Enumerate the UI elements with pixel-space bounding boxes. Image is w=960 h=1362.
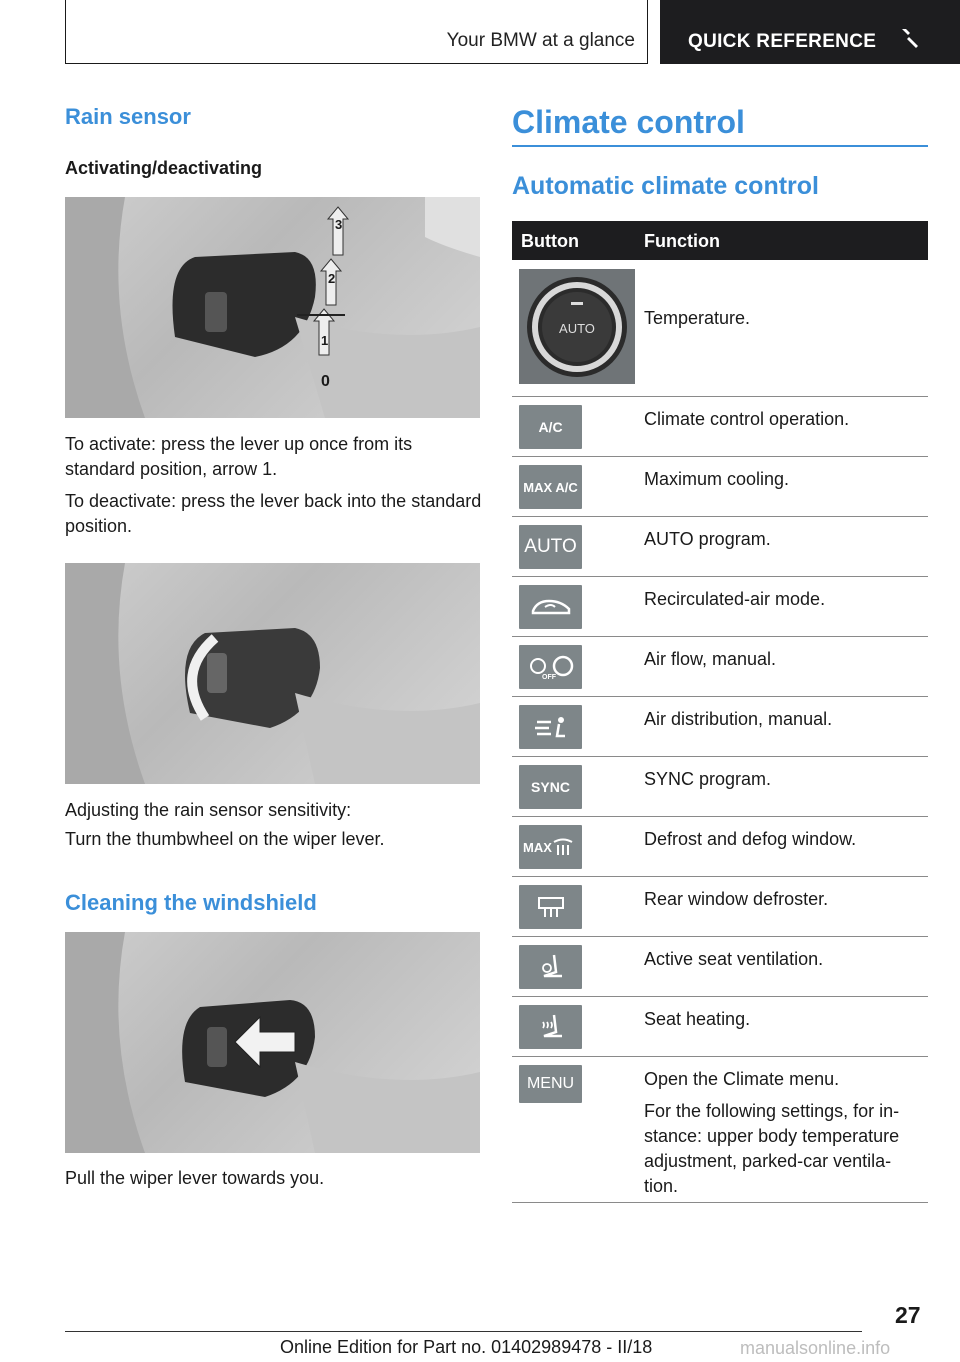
- function-text: Open the Climate menu.: [644, 1069, 840, 1089]
- table-row: [512, 260, 928, 397]
- header-chapter-tab: [660, 0, 960, 64]
- cleaning-heading: Cleaning the windshield: [65, 890, 317, 915]
- sync-button: SYNC: [519, 765, 582, 809]
- climate-control-title: Climate control: [512, 104, 745, 140]
- rear-window-defrost-icon: [536, 895, 566, 919]
- function-text: Defrost and defog window.: [644, 829, 857, 849]
- svg-text:OFF: OFF: [541, 674, 556, 680]
- climate-buttons-table: [512, 221, 928, 1203]
- thumbwheel-paragraph: Turn the thumbwheel on the wiper lever.: [65, 829, 385, 849]
- table-header: [512, 221, 928, 260]
- function-text: AUTO program.: [644, 529, 771, 549]
- arrow-label-3: 3: [335, 217, 343, 232]
- column-header-button: Button: [521, 231, 579, 251]
- wiper-lever-figure-3: [65, 932, 480, 1153]
- table-row: [512, 817, 928, 877]
- wiper-lever-figure-1: [65, 197, 480, 418]
- auto-button: AUTO: [519, 525, 582, 569]
- function-text: Air flow, manual.: [644, 649, 777, 669]
- table-row: [512, 997, 928, 1057]
- title-divider: [512, 145, 928, 147]
- max-ac-button: MAX A/C: [519, 465, 582, 509]
- table-row: [512, 517, 928, 577]
- windshield-defrost-icon: [552, 836, 574, 858]
- defrost-button: [519, 825, 582, 869]
- pull-lever-paragraph: Pull the wiper lever towards you.: [65, 1168, 325, 1188]
- wiper-lever-figure-2: [65, 563, 480, 784]
- temperature-knob-icon: [519, 269, 635, 384]
- air-distribution-button: [519, 705, 582, 749]
- rear-defrost-button: [519, 885, 582, 929]
- function-text: Active seat ventilation.: [644, 949, 824, 969]
- activating-subheading: Activating/deactivating: [65, 158, 263, 178]
- seat-heating-icon: [536, 1012, 566, 1042]
- function-text: Rear window defroster.: [644, 889, 829, 909]
- table-row: [512, 637, 928, 697]
- column-header-function: Function: [644, 231, 720, 251]
- wrench-icon: [898, 26, 922, 50]
- table-row: [512, 697, 928, 757]
- function-extra-text: For the following settings, for in-stance: upper body temperature adjustment, parked-car ventila-tion.: [644, 1101, 900, 1196]
- function-text: Maximum cooling.: [644, 469, 790, 489]
- table-row: [512, 457, 928, 517]
- watermark: manualsonline.info: [740, 1338, 891, 1358]
- function-text: Temperature.: [644, 308, 751, 328]
- header-section-box: [65, 0, 648, 64]
- table-row: [512, 397, 928, 457]
- arrow-label-0: 0: [321, 373, 330, 390]
- table-row: [512, 757, 928, 817]
- page-number: 27: [895, 1302, 921, 1328]
- recirculated-air-icon: [529, 595, 573, 619]
- rain-sensor-heading: Rain sensor: [65, 104, 191, 129]
- function-text: Air distribution, manual.: [644, 709, 833, 729]
- seat-ventilation-icon: [536, 952, 566, 982]
- footer-divider: [65, 1331, 862, 1332]
- deactivate-paragraph: To deactivate: press the lever back into the standard position.: [65, 491, 482, 536]
- air-flow-button: [519, 645, 582, 689]
- table-row: [512, 577, 928, 637]
- arrow-label-1: 1: [321, 333, 329, 348]
- seat-ventilation-button: [519, 945, 582, 989]
- function-text: Climate control operation.: [644, 409, 850, 429]
- header-section-title: Your BMW at a glance: [446, 30, 635, 51]
- activate-paragraph: To activate: press the lever up once from its standard position, arrow 1.: [65, 434, 413, 479]
- table-row: [512, 1057, 928, 1203]
- fan-icon: [526, 654, 576, 680]
- arrow-label-2: 2: [328, 271, 336, 286]
- defrost-max-label: MAX: [523, 839, 552, 855]
- menu-button: MENU: [519, 1065, 582, 1103]
- table-row: [512, 877, 928, 937]
- automatic-climate-subtitle: Automatic climate control: [512, 172, 819, 200]
- temperature-knob-image: [519, 269, 635, 384]
- air-distribution-icon: [531, 714, 571, 740]
- edition-note: Online Edition for Part no. 01402989478 - II/18: [280, 1337, 653, 1357]
- table-row: [512, 937, 928, 997]
- function-text: SYNC program.: [644, 769, 772, 789]
- sensitivity-paragraph: Adjusting the rain sensor sensitivity:: [65, 800, 352, 820]
- function-text: Recirculated-air mode.: [644, 589, 826, 609]
- header-chapter-title: QUICK REFERENCE: [688, 31, 877, 52]
- ac-button: A/C: [519, 405, 582, 449]
- svg-text:AUTO: AUTO: [559, 321, 595, 336]
- recirculation-button: [519, 585, 582, 629]
- function-text: Seat heating.: [644, 1009, 751, 1029]
- seat-heating-button: [519, 1005, 582, 1049]
